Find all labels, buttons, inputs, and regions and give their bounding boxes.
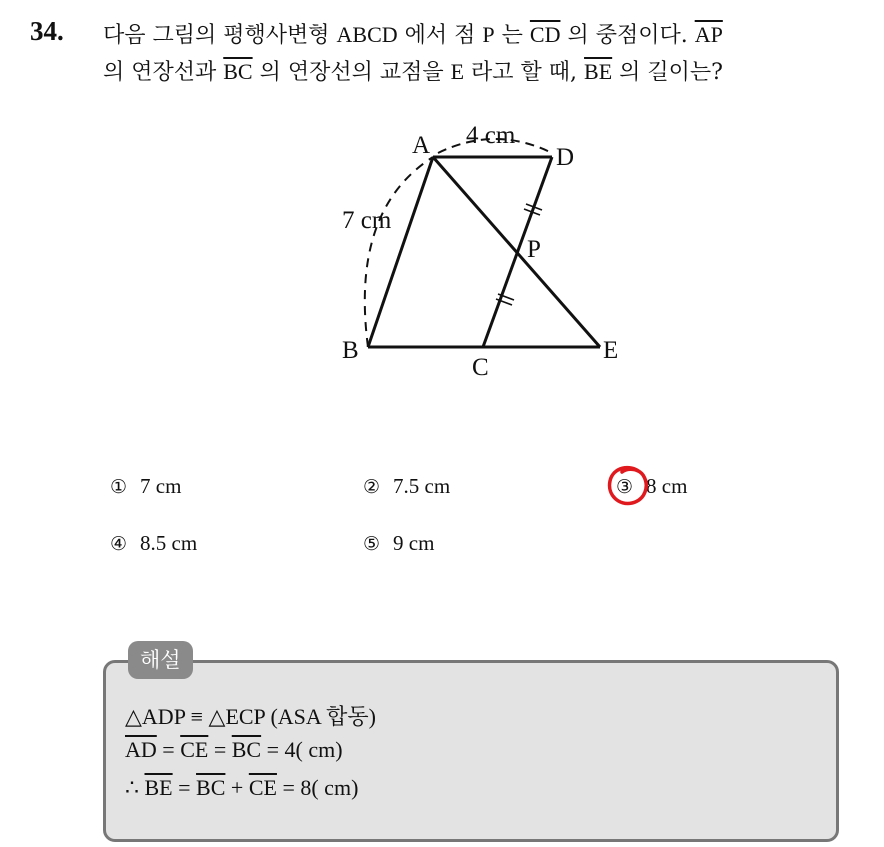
segment-ce: $\overline{CE}$ [180, 737, 209, 762]
choice-number: ④ [110, 533, 128, 555]
question-text: 의 연장선과 [103, 60, 224, 85]
choice-text: 8 cm [646, 474, 688, 498]
solution-line-1: △ADP ≡ △ECP (ASA 합동) [125, 704, 376, 729]
label-d: D [556, 144, 575, 171]
segment-ad: $\overline{AD}$ [125, 737, 157, 762]
choice-4[interactable] [110, 531, 197, 556]
segment-bc: $\overline{BC}$ [223, 59, 253, 84]
value-text: = 8( cm) [276, 775, 359, 800]
question-number: 34. [30, 16, 64, 46]
choice-number: ⑤ [363, 533, 381, 555]
geometry-figure [320, 115, 650, 385]
choice-1[interactable] [110, 474, 181, 499]
question-text: 의 길이는? [612, 60, 723, 85]
question-text: 다음 그림의 평행사변형 [103, 23, 337, 48]
therefore-symbol: ∴ [125, 775, 145, 800]
point-name: E [450, 59, 465, 84]
segment-ce: $\overline{CE}$ [248, 775, 277, 800]
label-c: C [472, 354, 489, 381]
equals-sign: = [208, 737, 232, 762]
equals-sign: = [172, 775, 197, 800]
question-line-2 [103, 55, 723, 86]
parallelogram-name: ABCD [336, 22, 398, 47]
question-text: 의 중점이다. [560, 23, 695, 48]
choice-number: ③ [616, 476, 634, 498]
value-text: = 4( cm) [261, 737, 343, 762]
segment-ab-line [368, 157, 433, 347]
choice-text: 7.5 cm [393, 474, 451, 498]
question-text: 라고 할 때, [464, 60, 585, 85]
choice-number: ① [110, 476, 128, 498]
choice-text: 9 cm [393, 531, 435, 555]
solution-line-2 [125, 737, 343, 763]
label-b: B [342, 337, 359, 364]
label-e: E [603, 337, 619, 364]
segment-bc: $\overline{BC}$ [196, 775, 226, 800]
label-a: A [412, 132, 431, 159]
dimension-ad-label: 4 cm [466, 122, 516, 149]
choice-text: 7 cm [140, 474, 182, 498]
segment-ae-line [433, 157, 600, 347]
segment-be: $\overline{BE}$ [584, 59, 613, 84]
point-name: P [482, 22, 495, 47]
choice-5[interactable] [363, 531, 434, 556]
plus-sign: + [225, 775, 249, 800]
segment-ap: $\overline{AP}$ [694, 22, 723, 47]
question-text: 는 [494, 23, 530, 48]
segment-bc: $\overline{BC}$ [231, 737, 262, 762]
equals-sign: = [156, 737, 181, 762]
solution-tab: 해설 [128, 641, 193, 679]
segment-be: $\overline{BE}$ [144, 775, 173, 800]
choice-2[interactable] [363, 474, 450, 499]
question-text: 에서 점 [397, 23, 483, 48]
segment-cd: $\overline{CD}$ [529, 22, 561, 47]
choice-text: 8.5 cm [140, 531, 198, 555]
choice-number: ② [363, 476, 381, 498]
answer-circle-mark [605, 464, 651, 508]
dimension-ab-label: 7 cm [342, 207, 392, 234]
question-text: 의 연장선의 교점을 [252, 60, 451, 85]
solution-line-3 [125, 775, 358, 801]
label-p: P [527, 236, 541, 263]
question-line-1 [103, 18, 723, 49]
